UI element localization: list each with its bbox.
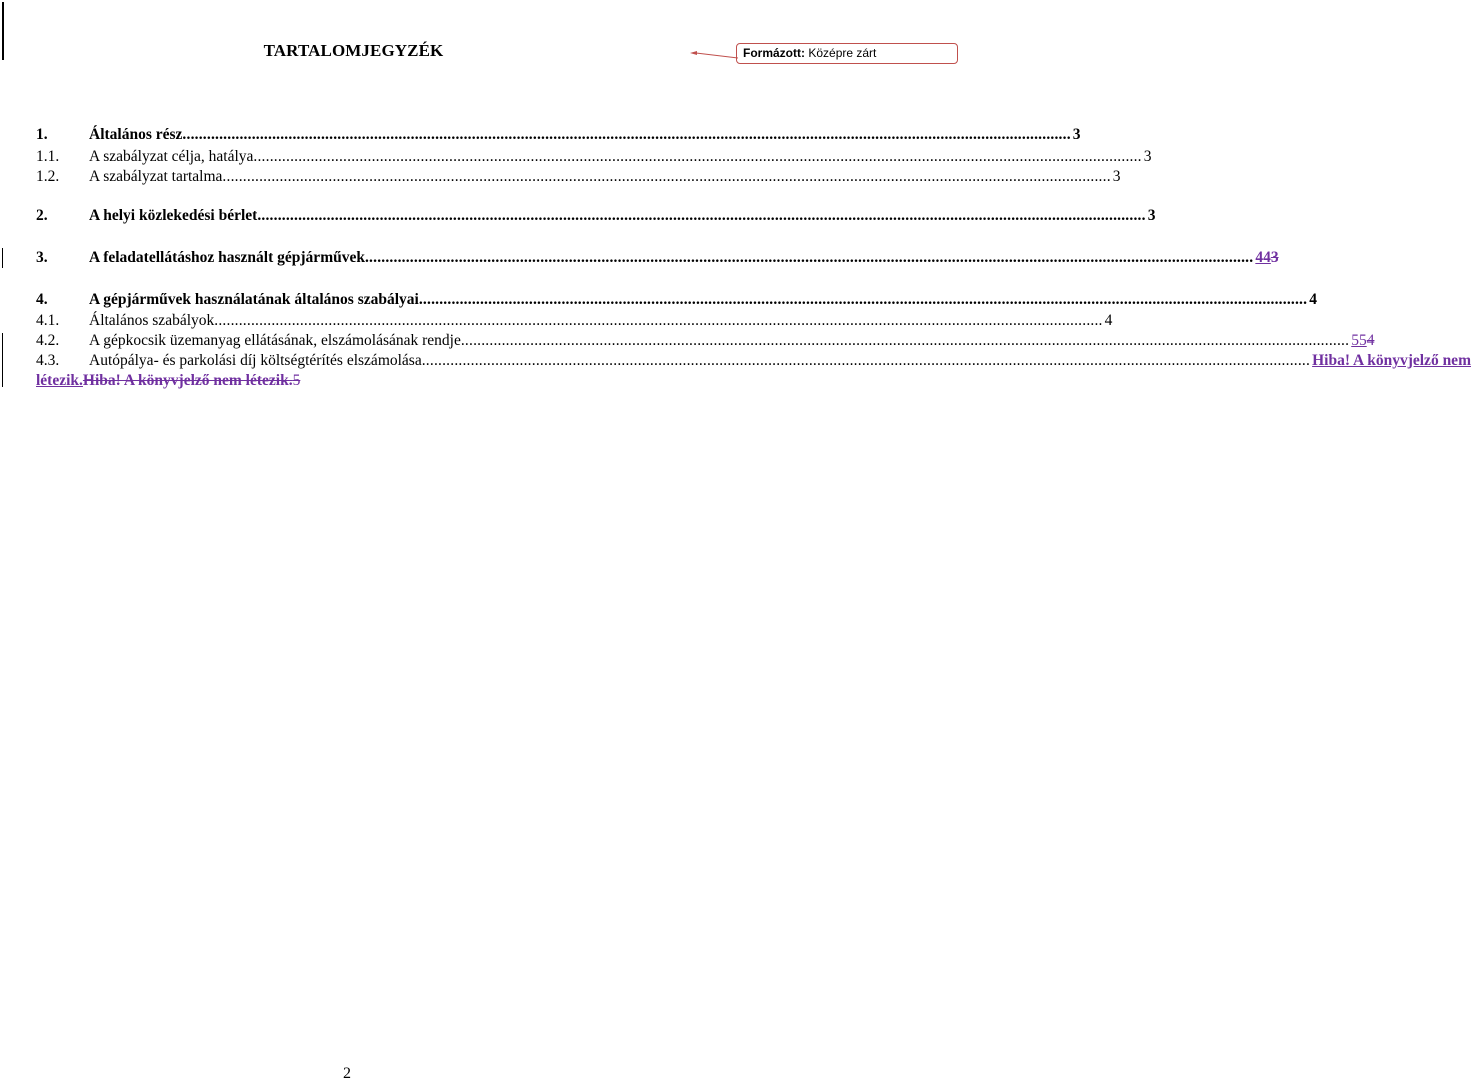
inserted-page-number: 44 — [1255, 249, 1271, 266]
toc-title: TARTALOMJEGYZÉK — [263, 41, 444, 60]
inserted-bookmark-error: Hiba! A könyvjelző nem — [1312, 352, 1471, 369]
balloon-value: Középre zárt — [808, 46, 877, 60]
toc-entry-text: A feladatellátáshoz használt gépjárművek — [89, 249, 365, 266]
toc-leader: .......................................................................................................................................................................................................................... — [257, 207, 1146, 224]
toc-entry[interactable] — [36, 248, 1279, 268]
toc-entry-number: 4.1. — [36, 312, 60, 329]
toc-leader: .......................................................................................................................................................................................................................... — [418, 291, 1308, 308]
toc-entry[interactable] — [36, 147, 1152, 167]
balloon-label: Formázott: — [743, 46, 805, 60]
toc-entry-number: 4.3. — [36, 352, 60, 369]
toc-entry[interactable] — [36, 206, 1156, 226]
toc-entry-text: A szabályzat tartalma — [89, 168, 223, 185]
toc-entry[interactable] — [36, 351, 1471, 371]
toc-entry-text: A gépjárművek használatának általános szabályai — [89, 291, 419, 308]
toc-entry[interactable] — [36, 311, 1113, 331]
toc-leader: .......................................................................................................................................................................................................................... — [214, 312, 1103, 329]
toc-entry-text: A helyi közlekedési bérlet — [89, 207, 258, 224]
toc-leader: .......................................................................................................................................................................................................................... — [253, 148, 1142, 165]
toc-entry[interactable] — [36, 290, 1317, 310]
toc-entry-number: 1.1. — [36, 148, 60, 165]
toc-entry-page: 3 — [1112, 168, 1121, 185]
inserted-bookmark-error: létezik. — [36, 372, 83, 389]
toc-entry-text: Általános rész — [89, 126, 183, 143]
toc-entry-text: Általános szabályok — [89, 312, 215, 329]
toc-entry-text: A szabályzat célja, hatálya — [89, 148, 254, 165]
toc-entry-page: 3 — [1147, 207, 1156, 224]
toc-entry-number: 4.2. — [36, 332, 60, 349]
inserted-page-number: 55 — [1351, 332, 1367, 349]
toc-entry-text: A gépkocsik üzemanyag ellátásának, elszámolásának rendje — [89, 332, 461, 349]
toc-entry-number: 4. — [36, 291, 48, 308]
toc-entry-page: 4 — [1309, 291, 1317, 308]
toc-leader: .......................................................................................................................................................................................................................... — [222, 168, 1111, 185]
deleted-page-number: 4 — [1366, 332, 1375, 349]
toc-entry-number: 3. — [36, 249, 48, 266]
deleted-bookmark-error: Hiba! A könyvjelző nem létezik. — [82, 372, 293, 389]
toc-entry-number: 2. — [36, 207, 48, 224]
toc-entry[interactable] — [36, 331, 1375, 351]
toc-entry-page: 4 — [1104, 312, 1113, 329]
deleted-page-number: 5 — [292, 372, 301, 389]
deleted-page-number: 3 — [1270, 249, 1279, 266]
toc-leader: .......................................................................................................................................................................................................................... — [421, 352, 1311, 369]
toc-leader: .......................................................................................................................................................................................................................... — [364, 249, 1254, 266]
toc-entry-page: 3 — [1143, 148, 1152, 165]
toc-entry-number: 1. — [36, 126, 48, 143]
toc-entry-page: 3 — [1072, 126, 1081, 143]
toc-entry-continuation — [36, 371, 300, 391]
toc-entry[interactable] — [36, 125, 1081, 145]
toc-entry[interactable] — [36, 167, 1121, 187]
toc-leader: .......................................................................................................................................................................................................................... — [182, 126, 1071, 143]
toc-entry-text: Autópálya- és parkolási díj költségtérítés elszámolása — [89, 352, 422, 369]
page-number: 2 — [343, 1065, 351, 1082]
toc-leader: .......................................................................................................................................................................................................................... — [460, 332, 1350, 349]
toc-entry-number: 1.2. — [36, 168, 60, 185]
